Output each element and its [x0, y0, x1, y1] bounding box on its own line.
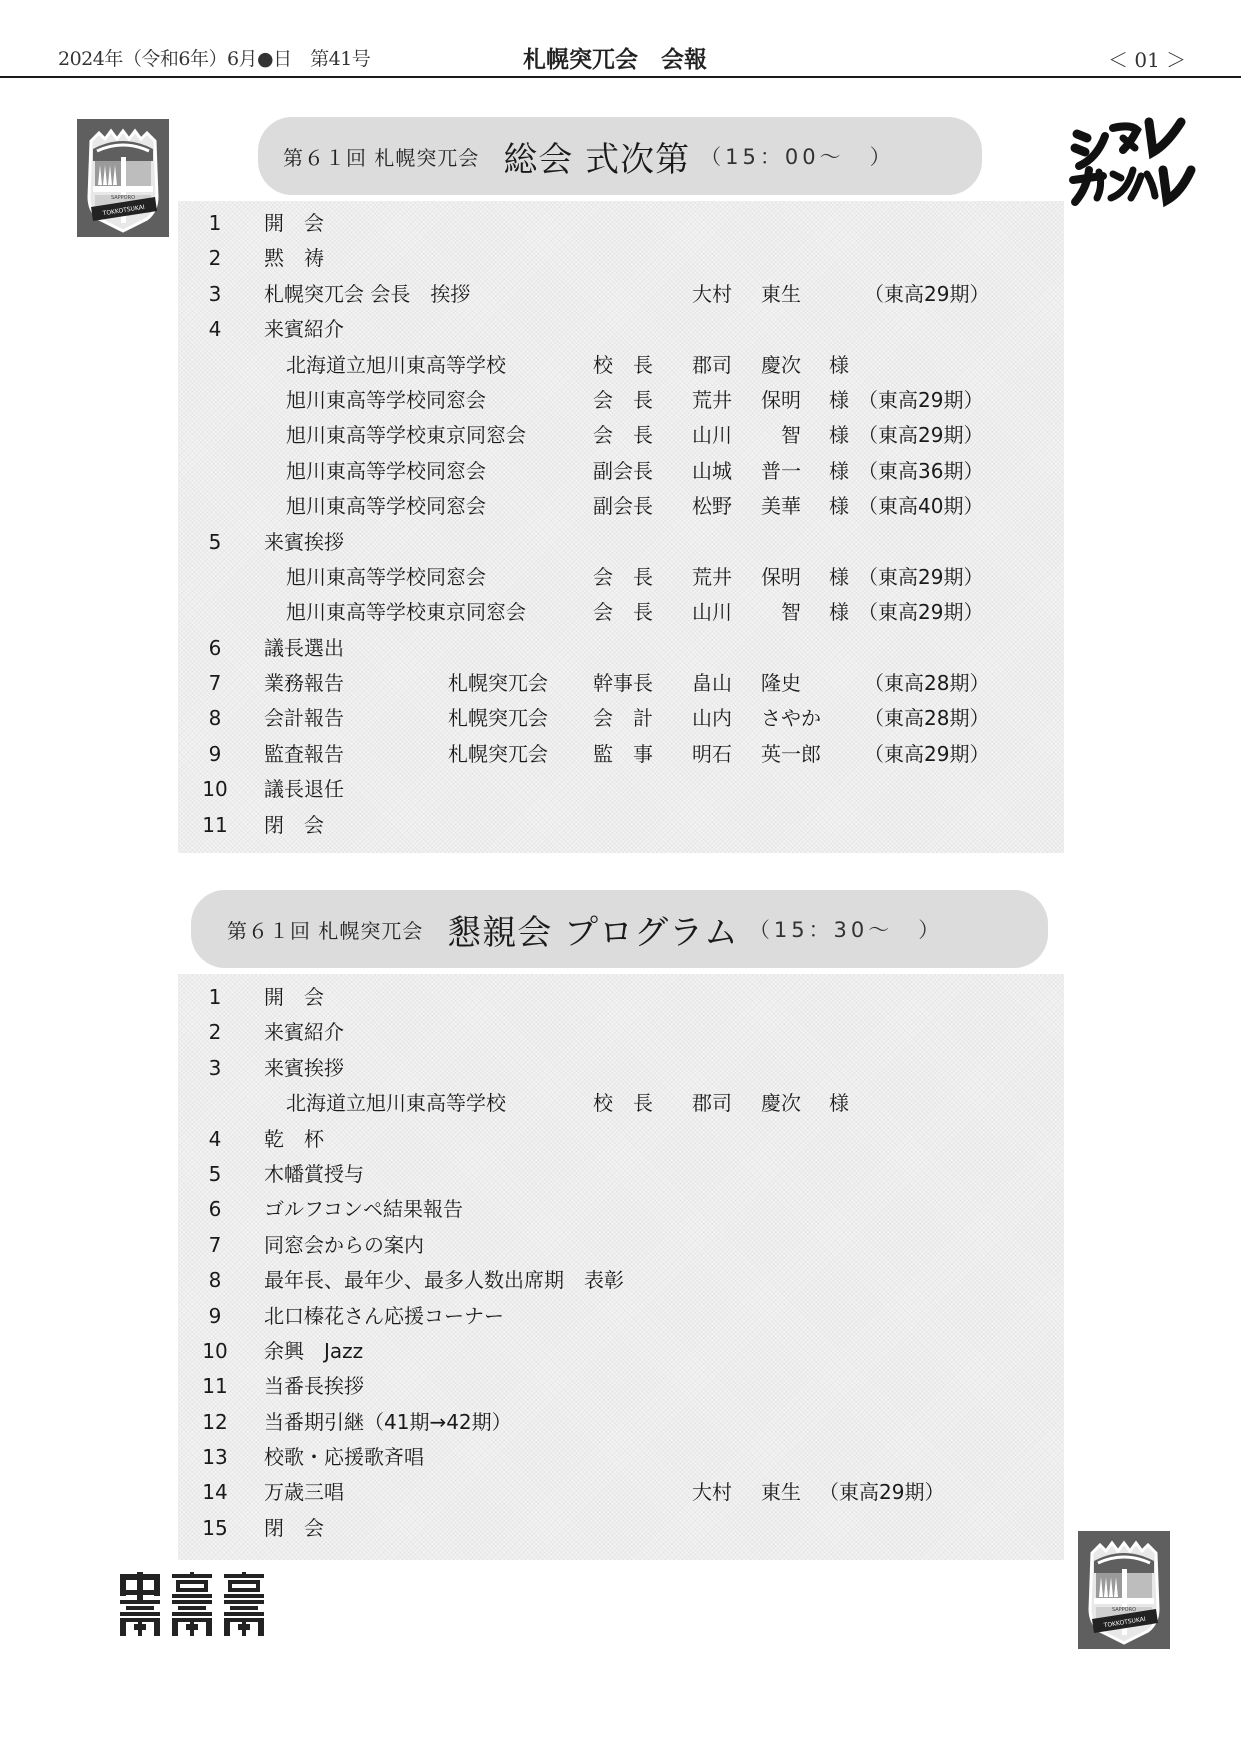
- graduating-class: （東高29期）: [819, 1480, 945, 1505]
- program-row: [178, 1475, 1064, 1510]
- banner-title: 総会 式次第: [503, 139, 691, 180]
- social-gathering-program: [178, 974, 1064, 1560]
- agenda-list: [178, 206, 1064, 843]
- graduating-class: （東高28期）: [864, 706, 990, 731]
- item-label: 監査報告: [264, 741, 344, 766]
- guest-organization: 北海道立旭川東高等学校: [286, 1091, 506, 1116]
- slogan-brush-art: [1063, 108, 1203, 208]
- person-surname: 山川: [692, 600, 732, 625]
- item-label: 木幡賞授与: [264, 1161, 364, 1186]
- graduating-class: （東高28期）: [864, 671, 990, 696]
- guest-role: 会 長: [593, 387, 653, 412]
- item-number: 1: [208, 211, 222, 235]
- program-row: [178, 1157, 1064, 1192]
- guest-role: 会 長: [593, 564, 653, 589]
- graduating-class: （東高29期）: [858, 423, 984, 448]
- person-given-name: 保明: [761, 387, 801, 412]
- item-number: 6: [208, 635, 222, 660]
- banner-time: （15：00～ ）: [700, 145, 895, 169]
- honorific: 様: [829, 564, 849, 589]
- agenda-row: [178, 808, 1064, 843]
- guest-row: [178, 418, 1064, 453]
- item-label: 業務報告: [264, 671, 344, 696]
- person-given-name: 東生: [761, 1480, 801, 1505]
- honorific: 様: [829, 600, 849, 625]
- general-meeting-agenda: [178, 201, 1064, 853]
- item-number: 8: [208, 706, 222, 731]
- item-number: 3: [208, 1055, 222, 1080]
- item-label: 来賓挨拶: [264, 1055, 344, 1080]
- agenda-row: [178, 277, 1064, 312]
- agenda-row: [178, 666, 1064, 701]
- person-surname: 大村: [692, 1480, 732, 1505]
- guest-organization: 北海道立旭川東高等学校: [286, 352, 506, 377]
- person-surname: 荒井: [692, 564, 732, 589]
- item-number: 10: [202, 1338, 228, 1363]
- item-label: 当番期引継（41期→42期）: [264, 1409, 512, 1434]
- item-number: 5: [208, 1161, 222, 1186]
- item-label: 同窓会からの案内: [264, 1232, 424, 1257]
- agenda-row: [178, 206, 1064, 241]
- program-row: [178, 1122, 1064, 1157]
- person-surname: 荒井: [692, 387, 732, 412]
- guest-row: [178, 454, 1064, 489]
- person-given-name: 美華: [761, 494, 801, 519]
- reporter-role: 会 計: [593, 706, 653, 731]
- banner-time: （15：30～ ）: [748, 918, 944, 942]
- banner-prefix: 第６１回 札幌突兀会: [227, 918, 424, 943]
- item-label: 最年長、最年少、最多人数出席期 表彰: [264, 1268, 624, 1293]
- item-label: 会計報告: [264, 706, 344, 731]
- person-surname: 畠山: [692, 671, 732, 696]
- agenda-row: [178, 241, 1064, 276]
- guest-organization: 旭川東高等学校同窓会: [286, 564, 486, 589]
- guest-role: 会 長: [593, 600, 653, 625]
- guest-organization: 旭川東高等学校東京同窓会: [286, 423, 526, 448]
- item-label: 来賓紹介: [264, 1020, 344, 1045]
- item-label: 閉 会: [264, 1515, 324, 1540]
- svg-text:TOKKOTSUKAI: TOKKOTSUKAI: [1103, 1615, 1147, 1630]
- program-row: [178, 980, 1064, 1015]
- item-number: 8: [208, 1268, 222, 1293]
- reporter-role: 幹事長: [593, 671, 653, 696]
- guest-organization: 旭川東高等学校同窓会: [286, 494, 486, 519]
- graduating-class: （東高29期）: [864, 281, 990, 306]
- item-number: 9: [208, 1303, 222, 1328]
- agenda-row: [178, 737, 1064, 772]
- guest-row: [178, 489, 1064, 524]
- guest-role: 校 長: [593, 1091, 653, 1116]
- item-label: 万歳三唱: [264, 1480, 344, 1505]
- person-given-name: 慶次: [761, 1091, 801, 1116]
- guest-row: [178, 1086, 1064, 1121]
- agenda-row: [178, 312, 1064, 347]
- person-given-name: 智: [761, 423, 801, 448]
- person-surname: 松野: [692, 494, 732, 519]
- item-number: 7: [208, 1232, 222, 1257]
- school-emblem-icon: [1078, 1531, 1170, 1649]
- graduating-class: （東高36期）: [858, 458, 984, 483]
- guest-organization: 旭川東高等学校同窓会: [286, 387, 486, 412]
- item-label: 開 会: [264, 211, 324, 235]
- guest-organization: 旭川東高等学校東京同窓会: [286, 600, 526, 625]
- item-number: 9: [208, 741, 222, 766]
- program-row: [178, 1015, 1064, 1050]
- banner-prefix: 第６１回 札幌突兀会: [283, 145, 480, 170]
- item-label: 北口榛花さん応援コーナー: [264, 1303, 504, 1328]
- newsletter-title: 札幌突兀会 会報: [523, 47, 707, 73]
- honorific: 様: [829, 458, 849, 483]
- program-row: [178, 1405, 1064, 1440]
- person-surname: 大村: [692, 281, 732, 306]
- item-label: 余興 Jazz: [264, 1338, 364, 1363]
- item-label: 黙 祷: [264, 246, 324, 271]
- item-label: 来賓挨拶: [264, 529, 344, 554]
- item-number: 10: [202, 777, 228, 802]
- item-number: 14: [202, 1480, 228, 1505]
- reporter-role: 監 事: [593, 741, 653, 766]
- issue-date: 2024年（令和6年）6月●日 第41号: [58, 48, 371, 70]
- graduating-class: （東高29期）: [858, 600, 984, 625]
- person-given-name: 東生: [761, 281, 801, 306]
- page-number: ＜ 01 ＞: [1108, 48, 1187, 72]
- person-surname: 山内: [692, 706, 732, 731]
- item-number: 13: [202, 1445, 228, 1470]
- svg-text:TOKKOTSUKAI: TOKKOTSUKAI: [102, 203, 146, 218]
- honorific: 様: [829, 1091, 849, 1116]
- graduating-class: （東高29期）: [858, 387, 984, 412]
- item-number: 1: [208, 985, 222, 1009]
- agenda-row: [178, 631, 1064, 666]
- person-given-name: 智: [761, 600, 801, 625]
- program-row: [178, 1511, 1064, 1546]
- reporter-organization: 札幌突兀会: [448, 741, 548, 766]
- guest-role: 副会長: [593, 458, 653, 483]
- program-row: [178, 1263, 1064, 1298]
- guest-role: 校 長: [593, 352, 653, 377]
- item-label: 当番長挨拶: [264, 1374, 364, 1399]
- item-label: 来賓紹介: [264, 317, 344, 342]
- program-row: [178, 1334, 1064, 1369]
- agenda-row: [178, 772, 1064, 807]
- guest-row: [178, 560, 1064, 595]
- person-surname: 郡司: [692, 1091, 732, 1116]
- item-number: 2: [208, 246, 222, 271]
- item-label: 乾 杯: [264, 1126, 324, 1151]
- person-surname: 明石: [692, 741, 732, 766]
- graduating-class: （東高29期）: [858, 564, 984, 589]
- program-row: [178, 1228, 1064, 1263]
- school-emblem-icon: [77, 119, 169, 237]
- item-number: 3: [208, 281, 222, 306]
- item-number: 15: [202, 1515, 228, 1540]
- graduating-class: （東高40期）: [858, 494, 984, 519]
- school-kanji-logo-icon: [118, 1572, 270, 1636]
- reporter-organization: 札幌突兀会: [448, 706, 548, 731]
- header-divider: [0, 76, 1241, 78]
- item-label: 開 会: [264, 985, 324, 1009]
- page-header: [0, 0, 1241, 78]
- person-given-name: 保明: [761, 564, 801, 589]
- item-label: 閉 会: [264, 812, 324, 837]
- program-list: [178, 980, 1064, 1546]
- social-gathering-banner: [191, 890, 1048, 968]
- honorific: 様: [829, 423, 849, 448]
- honorific: 様: [829, 494, 849, 519]
- program-row: [178, 1051, 1064, 1086]
- item-number: 7: [208, 671, 222, 696]
- program-row: [178, 1369, 1064, 1404]
- item-number: 4: [208, 317, 222, 342]
- reporter-organization: 札幌突兀会: [448, 671, 548, 696]
- item-label: 校歌・応援歌斉唱: [264, 1445, 424, 1470]
- honorific: 様: [829, 352, 849, 377]
- agenda-row: [178, 701, 1064, 736]
- item-number: 4: [208, 1126, 222, 1151]
- program-row: [178, 1440, 1064, 1475]
- item-label: 札幌突兀会 会長 挨拶: [264, 281, 471, 306]
- honorific: 様: [829, 387, 849, 412]
- guest-role: 副会長: [593, 494, 653, 519]
- person-surname: 山城: [692, 458, 732, 483]
- svg-text:SAPPORO: SAPPORO: [1111, 1607, 1137, 1613]
- agenda-row: [178, 525, 1064, 560]
- person-given-name: 英一郎: [761, 741, 821, 766]
- item-number: 12: [202, 1409, 228, 1434]
- item-number: 11: [202, 812, 228, 837]
- item-label: ゴルフコンペ結果報告: [264, 1197, 463, 1222]
- guest-organization: 旭川東高等学校同窓会: [286, 458, 486, 483]
- item-number: 2: [208, 1020, 222, 1045]
- person-given-name: さやか: [761, 706, 821, 731]
- item-number: 11: [202, 1374, 228, 1399]
- item-label: 議長退任: [264, 777, 344, 802]
- person-surname: 郡司: [692, 352, 732, 377]
- person-given-name: 隆史: [761, 671, 801, 696]
- guest-row: [178, 348, 1064, 383]
- item-number: 6: [208, 1197, 222, 1222]
- banner-title: 懇親会 プログラム: [447, 912, 739, 953]
- graduating-class: （東高29期）: [864, 741, 990, 766]
- guest-row: [178, 383, 1064, 418]
- person-given-name: 慶次: [761, 352, 801, 377]
- svg-text:SAPPORO: SAPPORO: [110, 195, 136, 201]
- program-row: [178, 1299, 1064, 1334]
- general-meeting-banner: [258, 117, 982, 195]
- guest-row: [178, 595, 1064, 630]
- item-label: 議長選出: [264, 635, 344, 660]
- item-number: 5: [208, 529, 222, 554]
- person-surname: 山川: [692, 423, 732, 448]
- program-row: [178, 1192, 1064, 1227]
- guest-role: 会 長: [593, 423, 653, 448]
- person-given-name: 普一: [761, 458, 801, 483]
